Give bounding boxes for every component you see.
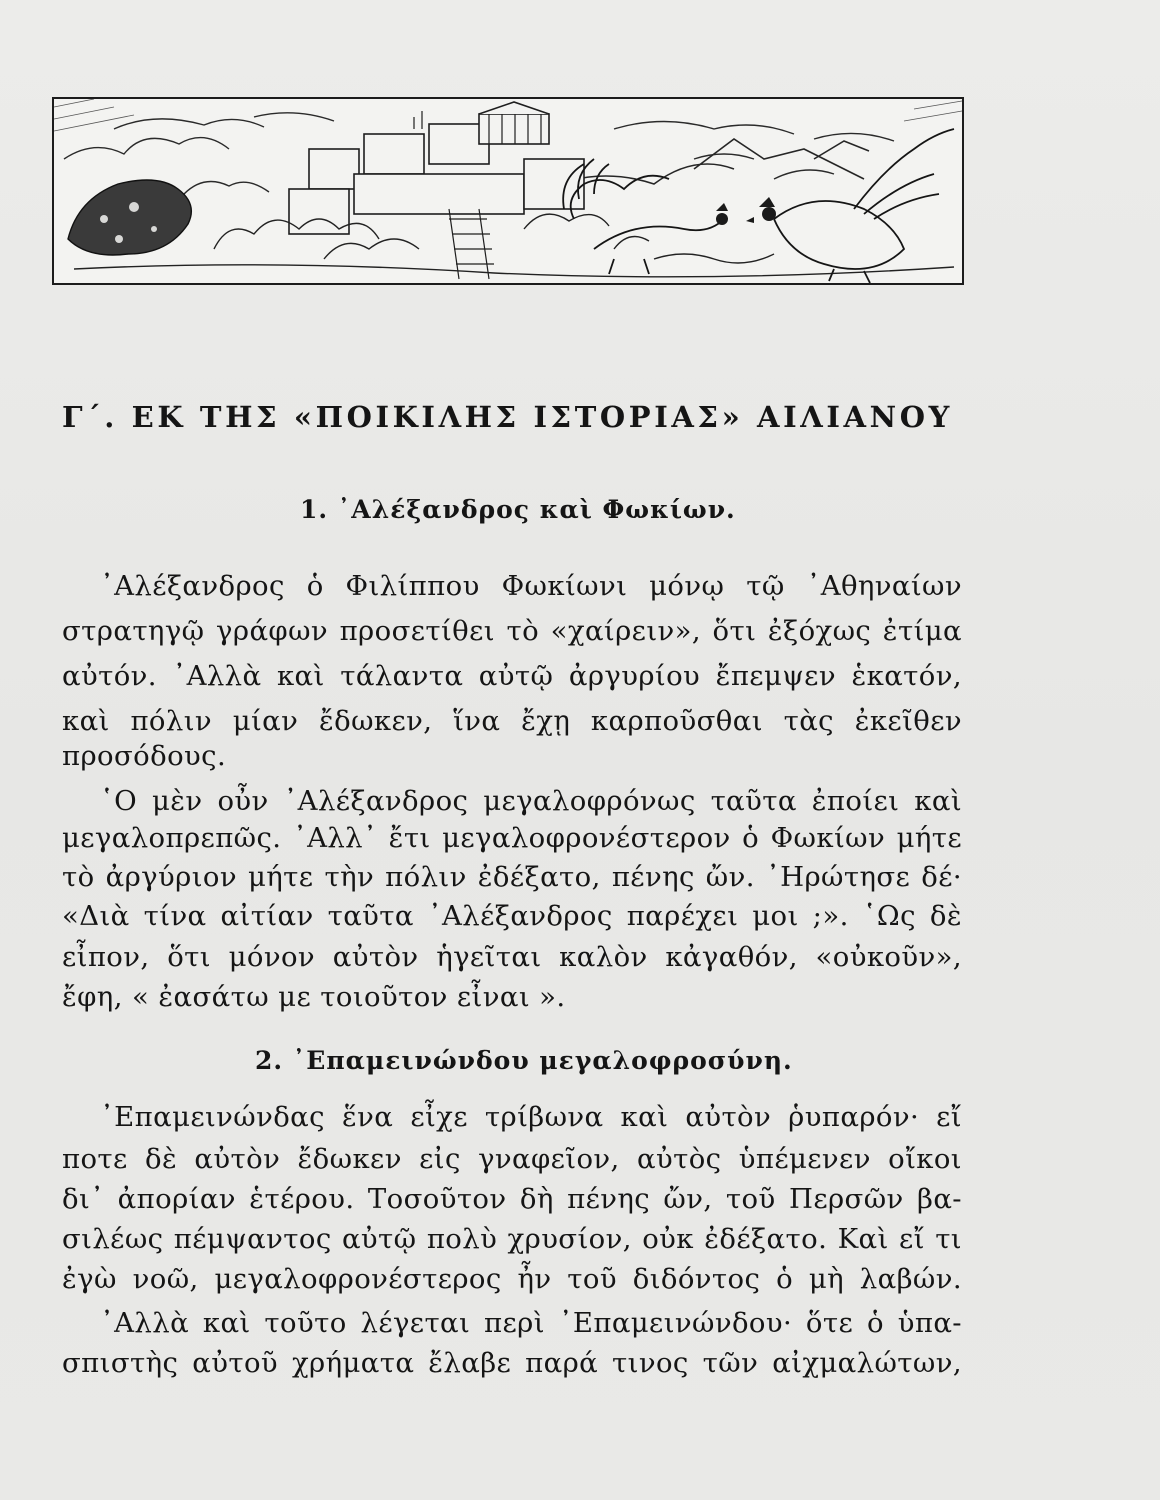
text-line: στρατηγῷ γράφων προσετίθει τὸ «χαίρειν», ὅτι ἐξόχως ἐτίμα [62,615,962,647]
text-line: δι᾿ ἀπορίαν ἑτέρου. Τοσοῦτον δὴ πένης ὤν, τοῦ Περσῶν βα- [62,1183,962,1215]
text-line: ᾿Αλέξανδρος ὁ Φιλίππου Φωκίωνι μόνῳ τῷ ᾿Αθηναίων [100,570,962,602]
text-line: καὶ πόλιν μίαν ἔδωκεν, ἵνα ἔχῃ καρποῦσθαι τὰς ἐκεῖθεν [62,705,962,737]
text-line: ἔφη, « ἐασάτω με τοιοῦτον εἶναι ». [62,981,566,1013]
text-line: τὸ ἀργύριον μήτε τὴν πόλιν ἐδέξατο, πένης ὤν. ᾿Ηρώτησε δέ· [62,861,962,893]
text-line: μεγαλοπρεπῶς. ᾿Αλλ᾿ ἔτι μεγαλοφρονέστερον ὁ Φωκίων μήτε [62,822,962,854]
text-line: ῾Ο μὲν οὖν ᾿Αλέξανδρος μεγαλοφρόνως ταῦτα ἐποίει καὶ [100,785,962,817]
text-line: σιλέως πέμψαντος αὐτῷ πολὺ χρυσίον, οὐκ ἐδέξατο. Καὶ εἴ τι [62,1223,962,1255]
section-heading-2: 2. ᾿Επαμεινώνδου μεγαλοφροσύνη. [255,1046,793,1075]
text-line: προσόδους. [62,740,227,772]
text-line: ᾿Επαμεινώνδας ἕνα εἶχε τρίβωνα καὶ αὐτὸν ῥυπαρόν· εἴ [100,1101,962,1133]
acropolis-roosters-vignette [54,99,962,283]
chapter-title: Γ΄. ΕΚ ΤΗΣ «ΠΟΙΚΙΛΗΣ ΙΣΤΟΡΙΑΣ» ΑΙΛΙΑΝΟΥ [62,400,953,434]
text-line: εἶπον, ὅτι μόνον αὐτὸν ἡγεῖται καλὸν κἀγαθόν, «οὐκοῦν», [62,941,962,973]
text-line: «Διὰ τίνα αἰτίαν ταῦτα ᾿Αλέξανδρος παρέχει μοι ;». ῾Ως δὲ [62,900,962,932]
section-heading-1: 1. ᾿Αλέξανδρος καὶ Φωκίων. [300,495,736,524]
header-illustration [52,97,964,285]
text-line: ἐγὼ νοῶ, μεγαλοφρονέστερος ἦν τοῦ διδόντος ὁ μὴ λαβών. [62,1263,962,1295]
text-line: ᾿Αλλὰ καὶ τοῦτο λέγεται περὶ ᾿Επαμεινώνδου· ὅτε ὁ ὑπα- [100,1307,962,1339]
text-line: ποτε δὲ αὐτὸν ἔδωκεν εἰς γναφεῖον, αὐτὸς ὑπέμενεν οἴκοι [62,1143,962,1175]
text-line: αὐτόν. ᾿Αλλὰ καὶ τάλαντα αὐτῷ ἀργυρίου ἔπεμψεν ἑκατόν, [62,660,962,692]
text-line: σπιστὴς αὐτοῦ χρήματα ἔλαβε παρά τινος τῶν αἰχμαλώτων, [62,1347,962,1379]
